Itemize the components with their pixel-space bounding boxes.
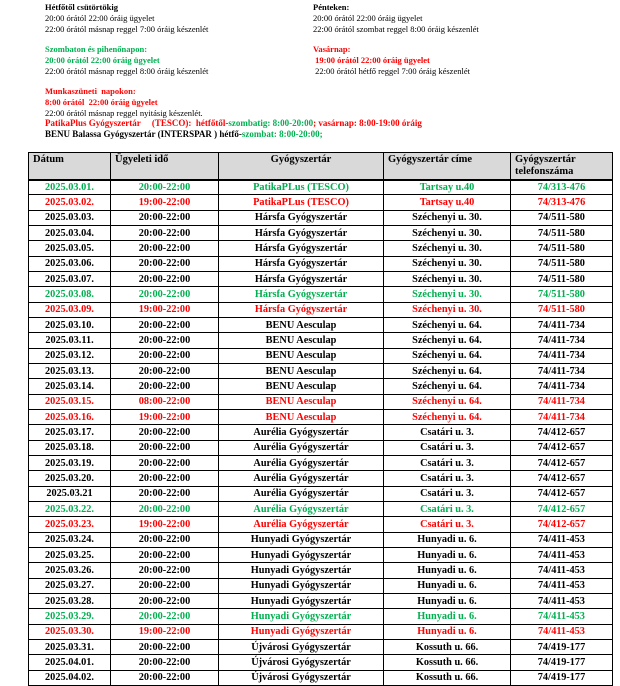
- cell-time: 20:00-22:00: [111, 655, 219, 670]
- cell-pharmacy: BENU Aesculap: [219, 379, 384, 394]
- cell-time: 20:00-22:00: [111, 210, 219, 225]
- table-row: [29, 287, 613, 302]
- cell-address: Széchenyi u. 30.: [384, 271, 511, 286]
- cell-time: 20:00-22:00: [111, 180, 219, 195]
- cell-phone: 74/411-453: [511, 532, 613, 547]
- cell-phone: 74/419-177: [511, 670, 613, 685]
- cell-date: 2025.03.16.: [29, 409, 111, 424]
- duty-hours-left-column: [45, 2, 305, 128]
- cell-address: Csatári u. 3.: [384, 486, 511, 501]
- cell-address: Széchenyi u. 30.: [384, 241, 511, 256]
- cell-address: Hunyadi u. 6.: [384, 578, 511, 593]
- cell-date: 2025.03.23.: [29, 517, 111, 532]
- weekday-heading: Hétfőtől csütörtökig: [45, 2, 118, 12]
- table-row: [29, 394, 613, 409]
- table-row: [29, 517, 613, 532]
- table-row: [29, 271, 613, 286]
- cell-phone: 74/511-580: [511, 256, 613, 271]
- cell-phone: 74/412-657: [511, 471, 613, 486]
- table-row: [29, 471, 613, 486]
- cell-address: Csatári u. 3.: [384, 425, 511, 440]
- cell-phone: 74/412-657: [511, 501, 613, 516]
- table-row: [29, 624, 613, 639]
- sunday-duty-block: [313, 44, 593, 77]
- header-phone: Gyógyszertár telefonszáma: [511, 153, 613, 180]
- cell-date: 2025.03.26.: [29, 563, 111, 578]
- cell-address: Széchenyi u. 64.: [384, 394, 511, 409]
- weekday-line-1: 20:00 órától 22:00 óráig ügyelet: [45, 13, 155, 23]
- table-row: [29, 501, 613, 516]
- table-row: [29, 409, 613, 424]
- cell-address: Széchenyi u. 64.: [384, 363, 511, 378]
- cell-pharmacy: Újvárosi Gyógyszertár: [219, 639, 384, 654]
- cell-pharmacy: Aurélia Gyógyszertár: [219, 501, 384, 516]
- cell-address: Széchenyi u. 64.: [384, 409, 511, 424]
- cell-pharmacy: Aurélia Gyógyszertár: [219, 425, 384, 440]
- table-header: [29, 153, 613, 180]
- cell-phone: 74/411-734: [511, 394, 613, 409]
- cell-address: Széchenyi u. 64.: [384, 379, 511, 394]
- holiday-line-1: 8:00 órától 22:00 óráig ügyelet: [45, 97, 158, 107]
- cell-address: Csatári u. 3.: [384, 440, 511, 455]
- cell-pharmacy: BENU Aesculap: [219, 394, 384, 409]
- cell-phone: 74/511-580: [511, 287, 613, 302]
- holiday-line-2: 22:00 órától másnap reggel nyitásig készenlét.: [45, 108, 203, 118]
- cell-pharmacy: Hunyadi Gyógyszertár: [219, 532, 384, 547]
- cell-phone: 74/419-177: [511, 655, 613, 670]
- cell-address: Tartsay u.40: [384, 180, 511, 195]
- cell-pharmacy: Újvárosi Gyógyszertár: [219, 655, 384, 670]
- cell-address: Széchenyi u. 64.: [384, 333, 511, 348]
- cell-pharmacy: PatikaPLus (TESCO): [219, 180, 384, 195]
- table-row: [29, 532, 613, 547]
- cell-time: 20:00-22:00: [111, 225, 219, 240]
- cell-address: Széchenyi u. 64.: [384, 348, 511, 363]
- cell-time: 20:00-22:00: [111, 670, 219, 685]
- table-row: [29, 225, 613, 240]
- cell-time: 20:00-22:00: [111, 547, 219, 562]
- cell-pharmacy: Hunyadi Gyógyszertár: [219, 578, 384, 593]
- cell-pharmacy: Hunyadi Gyógyszertár: [219, 609, 384, 624]
- saturday-heading: Szombaton és pihenőnapon:: [45, 44, 148, 54]
- table-row: [29, 348, 613, 363]
- table-row: [29, 655, 613, 670]
- cell-date: 2025.03.03.: [29, 210, 111, 225]
- cell-date: 2025.03.19.: [29, 455, 111, 470]
- cell-date: 2025.03.30.: [29, 624, 111, 639]
- sunday-line-1: 19:00 órától 22:00 óráig ügyelet: [313, 55, 430, 65]
- benu-balassa-note-line: [45, 129, 422, 140]
- cell-pharmacy: Újvárosi Gyógyszertár: [219, 670, 384, 685]
- table-row: [29, 363, 613, 378]
- cell-phone: 74/511-580: [511, 302, 613, 317]
- cell-date: 2025.03.31.: [29, 639, 111, 654]
- table-row: [29, 639, 613, 654]
- duty-schedule-table: [28, 152, 613, 686]
- saturday-duty-block: [45, 44, 305, 77]
- cell-date: 2025.04.02.: [29, 670, 111, 685]
- cell-date: 2025.03.14.: [29, 379, 111, 394]
- weekday-line-2: 22:00 órától másnap reggel 7:00 óráig készenlét: [45, 24, 209, 34]
- cell-phone: 74/511-580: [511, 241, 613, 256]
- cell-pharmacy: BENU Aesculap: [219, 333, 384, 348]
- cell-time: 19:00-22:00: [111, 409, 219, 424]
- cell-phone: 74/313-476: [511, 195, 613, 210]
- benu-note-green: szombat: 8:00-20:00;: [241, 128, 323, 139]
- cell-date: 2025.04.01.: [29, 655, 111, 670]
- table-row: [29, 379, 613, 394]
- cell-address: Hunyadi u. 6.: [384, 532, 511, 547]
- cell-address: Csatári u. 3.: [384, 455, 511, 470]
- cell-phone: 74/411-734: [511, 317, 613, 332]
- cell-time: 20:00-22:00: [111, 287, 219, 302]
- header-date: Dátum: [29, 153, 111, 180]
- header-address: Gyógyszertár címe: [384, 153, 511, 180]
- cell-time: 20:00-22:00: [111, 471, 219, 486]
- friday-heading: Pénteken:: [313, 2, 350, 12]
- cell-time: 20:00-22:00: [111, 271, 219, 286]
- cell-phone: 74/411-734: [511, 379, 613, 394]
- holiday-heading: Munkaszüneti napokon:: [45, 86, 136, 96]
- cell-phone: 74/411-453: [511, 578, 613, 593]
- cell-date: 2025.03.02.: [29, 195, 111, 210]
- cell-address: Csatári u. 3.: [384, 517, 511, 532]
- table-row: [29, 440, 613, 455]
- table-row: [29, 333, 613, 348]
- cell-phone: 74/411-734: [511, 363, 613, 378]
- cell-time: 20:00-22:00: [111, 440, 219, 455]
- cell-address: Csatári u. 3.: [384, 471, 511, 486]
- cell-pharmacy: Hunyadi Gyógyszertár: [219, 624, 384, 639]
- cell-time: 20:00-22:00: [111, 241, 219, 256]
- cell-address: Kossuth u. 66.: [384, 655, 511, 670]
- cell-phone: 74/511-580: [511, 271, 613, 286]
- cell-phone: 74/412-657: [511, 440, 613, 455]
- cell-date: 2025.03.05.: [29, 241, 111, 256]
- cell-phone: 74/411-734: [511, 409, 613, 424]
- cell-date: 2025.03.25.: [29, 547, 111, 562]
- cell-address: Hunyadi u. 6.: [384, 547, 511, 562]
- cell-phone: 74/511-580: [511, 210, 613, 225]
- cell-pharmacy: BENU Aesculap: [219, 363, 384, 378]
- cell-phone: 74/313-476: [511, 180, 613, 195]
- cell-phone: 74/411-453: [511, 547, 613, 562]
- table-row: [29, 317, 613, 332]
- cell-pharmacy: BENU Aesculap: [219, 317, 384, 332]
- cell-time: 20:00-22:00: [111, 532, 219, 547]
- cell-time: 20:00-22:00: [111, 256, 219, 271]
- patikaplus-note-red-1: PatikaPlus Gyógyszertár (TESCO): hétfőtől-: [45, 118, 229, 128]
- table-row: [29, 563, 613, 578]
- cell-date: 2025.03.08.: [29, 287, 111, 302]
- cell-address: Tartsay u.40: [384, 195, 511, 210]
- table-row: [29, 256, 613, 271]
- cell-time: 20:00-22:00: [111, 317, 219, 332]
- table-row: [29, 578, 613, 593]
- cell-time: 20:00-22:00: [111, 348, 219, 363]
- cell-address: Széchenyi u. 30.: [384, 210, 511, 225]
- cell-date: 2025.03.10.: [29, 317, 111, 332]
- cell-date: 2025.03.12.: [29, 348, 111, 363]
- cell-address: Hunyadi u. 6.: [384, 624, 511, 639]
- cell-pharmacy: Hársfa Gyógyszertár: [219, 241, 384, 256]
- patikaplus-note-line: [45, 118, 422, 129]
- cell-pharmacy: Hársfa Gyógyszertár: [219, 287, 384, 302]
- friday-line-2: 22:00 órától szombat reggel 8:00 óráig készenlét: [313, 24, 479, 34]
- cell-phone: 74/411-453: [511, 624, 613, 639]
- cell-pharmacy: Aurélia Gyógyszertár: [219, 486, 384, 501]
- cell-address: Hunyadi u. 6.: [384, 609, 511, 624]
- cell-time: 20:00-22:00: [111, 639, 219, 654]
- schedule-table-body: [29, 180, 613, 686]
- table-row: [29, 455, 613, 470]
- holiday-duty-block: [45, 86, 305, 119]
- cell-time: 20:00-22:00: [111, 578, 219, 593]
- cell-phone: 74/411-453: [511, 593, 613, 608]
- saturday-line-2: 22:00 órától másnap reggel 8:00 óráig készenlét: [45, 66, 209, 76]
- cell-date: 2025.03.29.: [29, 609, 111, 624]
- cell-date: 2025.03.21: [29, 486, 111, 501]
- cell-pharmacy: Hunyadi Gyógyszertár: [219, 547, 384, 562]
- cell-date: 2025.03.18.: [29, 440, 111, 455]
- cell-address: Széchenyi u. 30.: [384, 302, 511, 317]
- sunday-line-2: 22:00 órától hétfő reggel 7:00 óráig készenlét: [313, 66, 470, 76]
- cell-time: 20:00-22:00: [111, 486, 219, 501]
- cell-pharmacy: PatikaPLus (TESCO): [219, 195, 384, 210]
- cell-pharmacy: Hársfa Gyógyszertár: [219, 302, 384, 317]
- table-row: [29, 425, 613, 440]
- table-row: [29, 180, 613, 195]
- cell-date: 2025.03.06.: [29, 256, 111, 271]
- cell-date: 2025.03.09.: [29, 302, 111, 317]
- cell-pharmacy: Hársfa Gyógyszertár: [219, 225, 384, 240]
- cell-date: 2025.03.15.: [29, 394, 111, 409]
- cell-phone: 74/411-734: [511, 333, 613, 348]
- cell-pharmacy: Aurélia Gyógyszertár: [219, 517, 384, 532]
- cell-pharmacy: Hársfa Gyógyszertár: [219, 271, 384, 286]
- cell-pharmacy: Aurélia Gyógyszertár: [219, 440, 384, 455]
- cell-pharmacy: Hársfa Gyógyszertár: [219, 210, 384, 225]
- cell-address: Széchenyi u. 64.: [384, 317, 511, 332]
- table-row: [29, 486, 613, 501]
- cell-time: 08:00-22:00: [111, 394, 219, 409]
- header-duty-time: Ügyeleti idő: [111, 153, 219, 180]
- benu-note-black: BENU Balassa Gyógyszertár (INTERSPAR ) hétfő-: [45, 128, 242, 139]
- cell-date: 2025.03.07.: [29, 271, 111, 286]
- cell-time: 19:00-22:00: [111, 195, 219, 210]
- cell-phone: 74/411-453: [511, 563, 613, 578]
- friday-line-1: 20:00 órától 22:00 óráig ügyelet: [313, 13, 423, 23]
- table-row: [29, 241, 613, 256]
- cell-date: 2025.03.17.: [29, 425, 111, 440]
- table-row: [29, 302, 613, 317]
- cell-address: Kossuth u. 66.: [384, 670, 511, 685]
- sunday-heading: Vasárnap:: [313, 44, 351, 54]
- cell-date: 2025.03.27.: [29, 578, 111, 593]
- cell-address: Hunyadi u. 6.: [384, 593, 511, 608]
- friday-duty-block: [313, 2, 593, 35]
- cell-phone: 74/511-580: [511, 225, 613, 240]
- table-row: [29, 670, 613, 685]
- cell-time: 20:00-22:00: [111, 379, 219, 394]
- cell-address: Hunyadi u. 6.: [384, 563, 511, 578]
- cell-date: 2025.03.13.: [29, 363, 111, 378]
- table-row: [29, 547, 613, 562]
- cell-date: 2025.03.11.: [29, 333, 111, 348]
- cell-address: Széchenyi u. 30.: [384, 256, 511, 271]
- cell-address: Csatári u. 3.: [384, 501, 511, 516]
- cell-phone: 74/412-657: [511, 455, 613, 470]
- duty-hours-right-column: [313, 2, 593, 86]
- table-row: [29, 593, 613, 608]
- saturday-line-1: 20:00 órától 22:00 óráig ügyelet: [45, 55, 160, 65]
- patikaplus-note-green: szombatig: 8:00-20:00: [228, 118, 314, 128]
- cell-pharmacy: Hunyadi Gyógyszertár: [219, 563, 384, 578]
- cell-time: 19:00-22:00: [111, 302, 219, 317]
- cell-time: 20:00-22:00: [111, 425, 219, 440]
- cell-phone: 74/419-177: [511, 639, 613, 654]
- cell-time: 20:00-22:00: [111, 363, 219, 378]
- cell-date: 2025.03.28.: [29, 593, 111, 608]
- cell-time: 20:00-22:00: [111, 333, 219, 348]
- cell-time: 19:00-22:00: [111, 624, 219, 639]
- patikaplus-note-red-2: ; vasárnap: 8:00-19:00 óráig: [313, 118, 422, 128]
- cell-phone: 74/411-734: [511, 348, 613, 363]
- cell-date: 2025.03.24.: [29, 532, 111, 547]
- cell-time: 20:00-22:00: [111, 609, 219, 624]
- cell-date: 2025.03.22.: [29, 501, 111, 516]
- cell-address: Széchenyi u. 30.: [384, 225, 511, 240]
- weekday-duty-block: [45, 2, 305, 35]
- cell-date: 2025.03.01.: [29, 180, 111, 195]
- cell-phone: 74/412-657: [511, 517, 613, 532]
- table-row: [29, 609, 613, 624]
- cell-time: 20:00-22:00: [111, 593, 219, 608]
- cell-phone: 74/412-657: [511, 425, 613, 440]
- cell-pharmacy: BENU Aesculap: [219, 348, 384, 363]
- supermarket-pharmacy-notes: [45, 118, 422, 139]
- header-pharmacy: Gyógyszertár: [219, 153, 384, 180]
- cell-pharmacy: BENU Aesculap: [219, 409, 384, 424]
- cell-time: 20:00-22:00: [111, 455, 219, 470]
- table-row: [29, 195, 613, 210]
- cell-phone: 74/412-657: [511, 486, 613, 501]
- cell-time: 20:00-22:00: [111, 501, 219, 516]
- cell-time: 19:00-22:00: [111, 517, 219, 532]
- cell-date: 2025.03.04.: [29, 225, 111, 240]
- cell-pharmacy: Hunyadi Gyógyszertár: [219, 593, 384, 608]
- cell-address: Kossuth u. 66.: [384, 639, 511, 654]
- table-row: [29, 210, 613, 225]
- cell-address: Széchenyi u. 30.: [384, 287, 511, 302]
- cell-pharmacy: Hársfa Gyógyszertár: [219, 256, 384, 271]
- cell-date: 2025.03.20.: [29, 471, 111, 486]
- cell-phone: 74/411-453: [511, 609, 613, 624]
- cell-time: 20:00-22:00: [111, 563, 219, 578]
- cell-pharmacy: Aurélia Gyógyszertár: [219, 471, 384, 486]
- cell-pharmacy: Aurélia Gyógyszertár: [219, 455, 384, 470]
